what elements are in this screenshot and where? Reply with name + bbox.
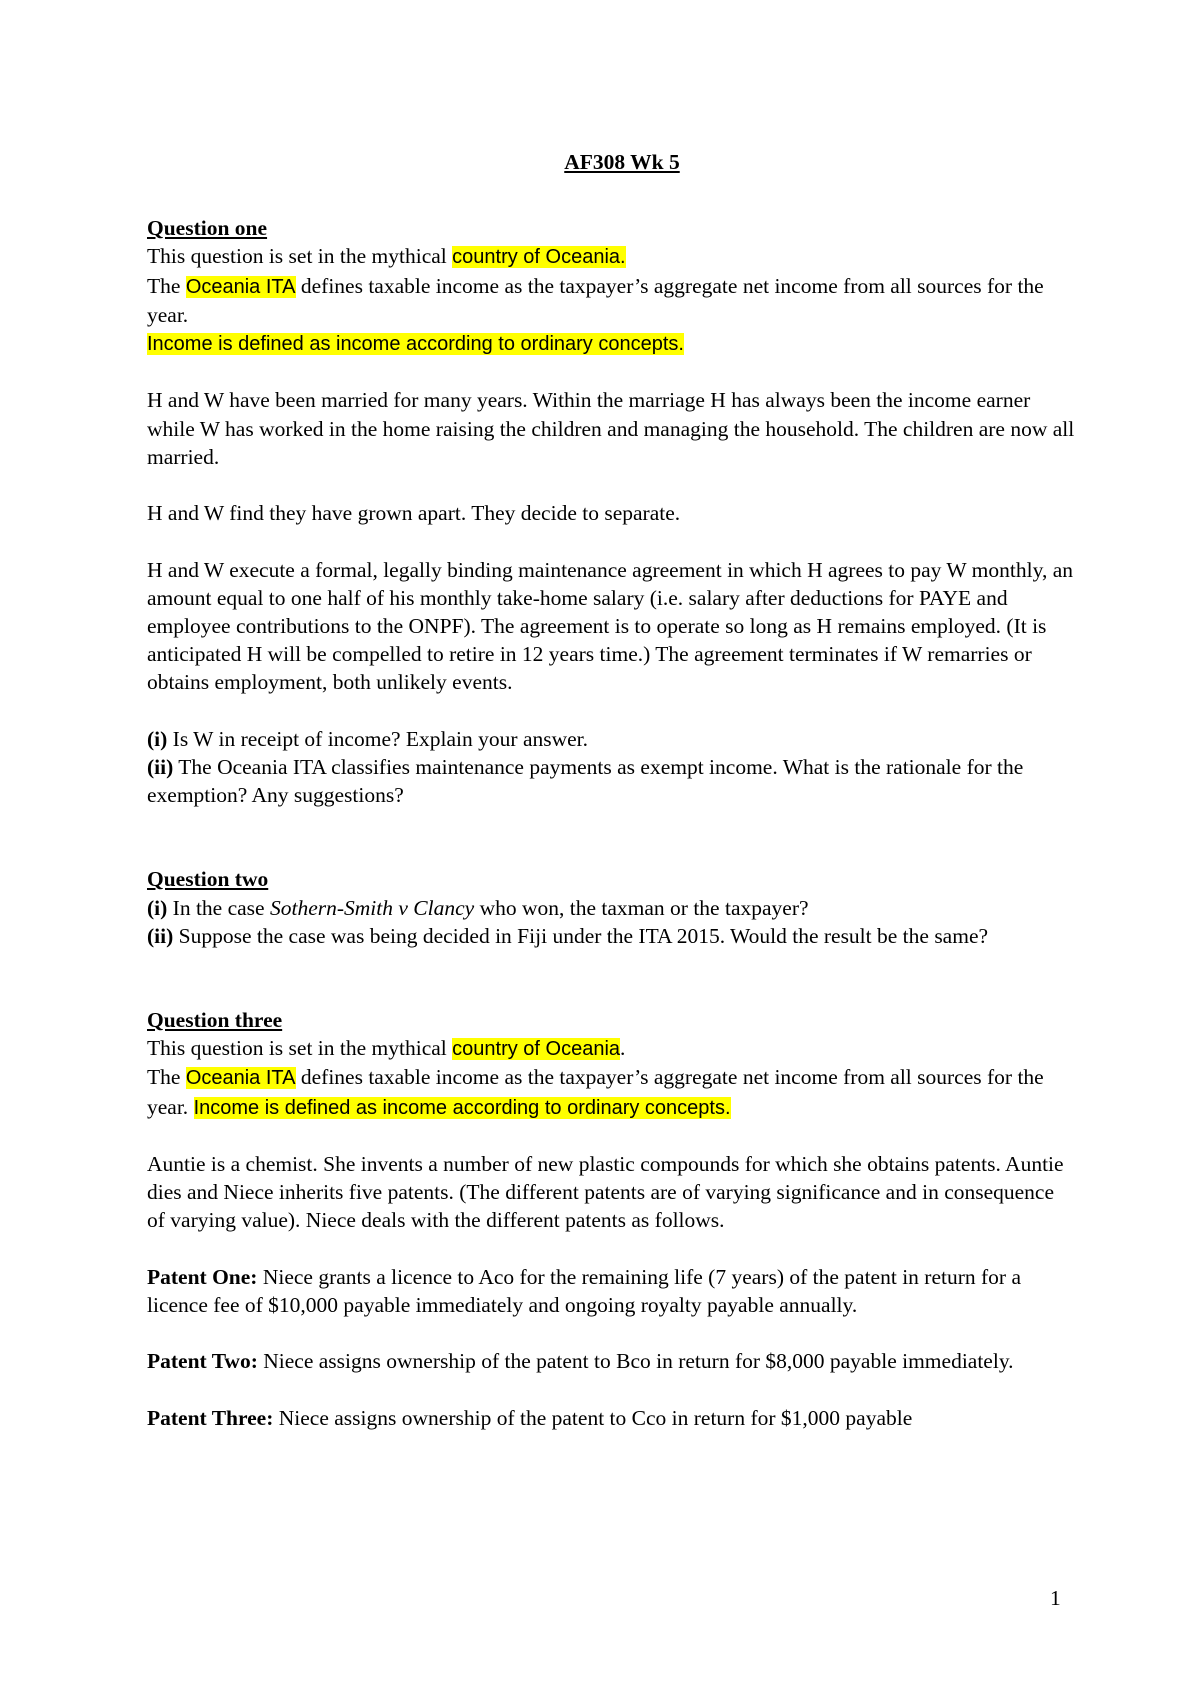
highlight: Oceania ITA — [185, 1067, 296, 1090]
highlight: Income is defined as income according to ordinary concepts. — [147, 333, 684, 356]
q2-sub-question-ii: (ii) Suppose the case was being decided in Fiji under the ITA 2015. Would the result be the same? — [147, 923, 989, 948]
highlight: Oceania ITA — [185, 275, 296, 298]
highlight: country of Oceania. — [452, 246, 626, 269]
q1-definition-line: The Oceania ITA defines taxable income as the taxpayer’s aggregate net income from all sources for the year. — [147, 273, 1044, 327]
q3-setting-line: This question is set in the mythical country of Oceania. — [147, 1036, 626, 1061]
q1-paragraph-3: H and W execute a formal, legally binding maintenance agreement in which H agrees to pay W monthly, an amount equal to one half of his monthly take-home salary (i.e. salary after deductions for PAYE and employee contributions to the ONPF). The agreement is to operate so long as H remains employed. (It is anticipated H will be compelled to retire in 12 years time.) The agreement terminates if W remarries or obtains employment, both unlikely events. — [147, 557, 1073, 695]
patent-two: Patent Two: Niece assigns ownership of the patent to Bco in return for $8,000 payable immediately. — [147, 1349, 1014, 1374]
q3-definition-line: The Oceania ITA defines taxable income as the taxpayer’s aggregate net income from all sources for the year. Income is defined as income according to ordinary concepts. — [147, 1065, 1044, 1119]
highlight: country of Oceania — [452, 1038, 621, 1061]
highlight: Income is defined as income according to ordinary concepts. — [193, 1096, 731, 1119]
question-one-heading: Question one — [147, 216, 268, 241]
question-two-heading: Question two — [147, 867, 269, 892]
q1-paragraph-1: H and W have been married for many years. Within the marriage H has always been the income earner while W has worked in the home raising the children and managing the household. The children are now all married. — [147, 388, 1075, 469]
q2-sub-question-i: (i) In the case Sothern-Smith v Clancy who won, the taxman or the taxpayer? — [147, 895, 809, 920]
question-two — [147, 865, 1077, 950]
q1-setting-line: This question is set in the mythical country of Oceania. — [147, 244, 626, 269]
document-body — [147, 148, 1077, 1432]
document-title: AF308 Wk 5 — [564, 150, 680, 174]
q1-sub-question-ii: (ii) The Oceania ITA classifies maintenance payments as exempt income. What is the rationale for the exemption? Any suggestions? — [147, 755, 1024, 808]
q1-paragraph-2: H and W find they have grown apart. They decide to separate. — [147, 501, 681, 526]
question-three — [147, 1006, 1077, 1432]
page-number: 1 — [1050, 1586, 1061, 1610]
case-name: Sothern-Smith v Clancy — [269, 895, 475, 920]
q1-sub-question-i: (i) Is W in receipt of income? Explain your answer. — [147, 726, 589, 751]
question-three-heading: Question three — [147, 1008, 283, 1033]
patent-three: Patent Three: Niece assigns ownership of the patent to Cco in return for $1,000 payable — [147, 1405, 913, 1430]
question-one — [147, 214, 1077, 809]
q3-paragraph-1: Auntie is a chemist. She invents a number of new plastic compounds for which she obtains patents. Auntie dies and Niece inherits five patents. (The different patents are of varying significance and in consequence of varying value). Niece deals with the different patents as follows. — [147, 1152, 1064, 1233]
q1-income-definition — [147, 329, 1077, 358]
patent-one: Patent One: Niece grants a licence to Aco for the remaining life (7 years) of the patent in return for a licence fee of $10,000 payable immediately and ongoing royalty payable annually. — [147, 1264, 1021, 1318]
